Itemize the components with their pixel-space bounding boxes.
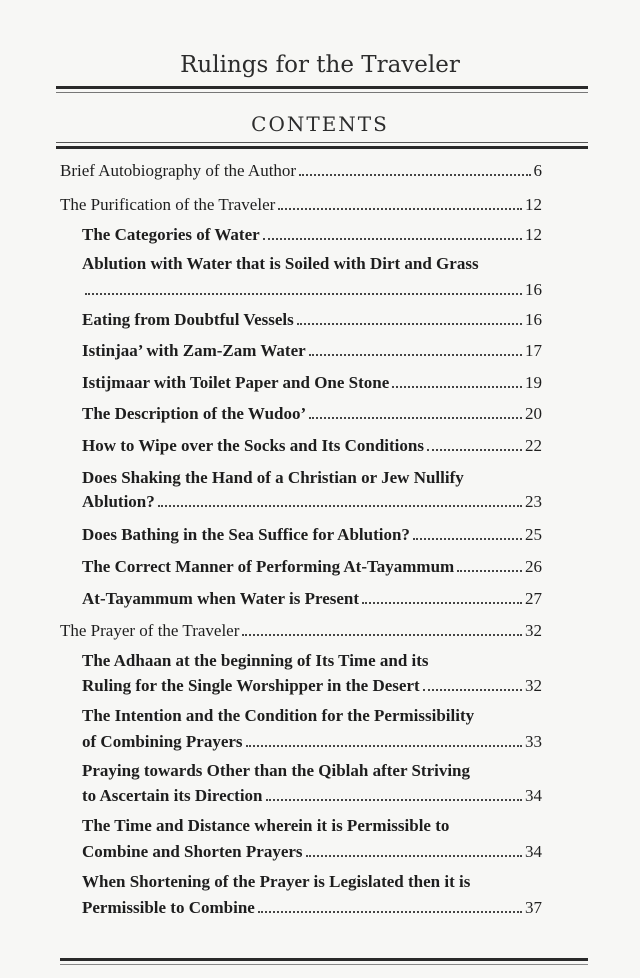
contents-rule-thick [56, 146, 588, 149]
toc-entry[interactable] [82, 492, 542, 512]
toc-page-number: 23 [525, 492, 542, 511]
toc-page-number: 32 [525, 621, 542, 640]
running-head: Rulings for the Traveler [180, 52, 460, 78]
toc-page-number: 26 [525, 557, 542, 576]
toc-entry-title-line: Praying towards Other than the Qiblah after Striving [82, 761, 471, 780]
contents-title: CONTENTS [251, 112, 389, 136]
dot-leader [427, 449, 522, 451]
toc-page-number: 34 [525, 842, 542, 861]
toc-entry-title: The Categories of Water [82, 225, 260, 244]
dot-leader [278, 208, 522, 210]
toc-entry-title-line: The Adhaan at the beginning of Its Time and its [82, 651, 429, 670]
toc-entry-title: The Prayer of the Traveler [60, 621, 240, 640]
toc-entry[interactable] [60, 195, 542, 215]
toc-entry[interactable] [82, 341, 542, 361]
toc-page-number: 12 [525, 195, 542, 214]
toc-page-number: 17 [525, 341, 542, 360]
dot-leader [242, 634, 522, 636]
toc-entry-title: Brief Autobiography of the Author [60, 161, 297, 180]
toc-entry[interactable] [82, 589, 542, 609]
toc-entry-title: Does Bathing in the Sea Suffice for Ablution? [82, 525, 410, 544]
toc-entry[interactable] [82, 436, 542, 456]
toc-page-number: 32 [525, 676, 542, 695]
toc-entry-title: Istinjaa’ with Zam-Zam Water [82, 341, 306, 360]
toc-page-number: 37 [525, 898, 542, 917]
toc-entry[interactable] [60, 161, 542, 181]
toc-entry[interactable] [82, 225, 542, 245]
toc-entry-title-line: When Shortening of the Prayer is Legislated then it is [82, 872, 471, 891]
toc-entry-title: The Correct Manner of Performing At-Tayammum [82, 557, 455, 576]
header-rule-thick [56, 86, 588, 89]
toc-entry[interactable] [82, 732, 542, 752]
toc-page-number: 33 [525, 732, 542, 751]
toc-entry-title: Eating from Doubtful Vessels [82, 310, 294, 329]
toc-page-number: 12 [525, 225, 542, 244]
toc-entry[interactable] [82, 280, 542, 300]
toc-entry-title: At-Tayammum when Water is Present [82, 589, 360, 608]
footer-rule-thin [60, 964, 588, 965]
dot-leader [258, 911, 522, 913]
toc-page-number: 22 [525, 436, 542, 455]
toc-entry[interactable] [60, 621, 542, 641]
toc-entry-title: Ablution? [82, 492, 155, 511]
dot-leader [457, 570, 522, 572]
toc-entry[interactable] [82, 898, 542, 918]
dot-leader [413, 538, 522, 540]
dot-leader [246, 745, 522, 747]
toc-entry[interactable] [82, 525, 542, 545]
dot-leader [423, 689, 522, 691]
dot-leader [309, 417, 522, 419]
toc-entry-title: to Ascertain its Direction [82, 786, 263, 805]
dot-leader [158, 505, 522, 507]
dot-leader [362, 602, 522, 604]
toc-page-number: 16 [525, 310, 542, 329]
toc-entry-title: Ruling for the Single Worshipper in the Desert [82, 676, 420, 695]
dot-leader [263, 238, 522, 240]
toc-entry-title-line: Does Shaking the Hand of a Christian or Jew Nullify [82, 468, 464, 487]
toc-entry[interactable] [82, 373, 542, 393]
dot-leader [392, 386, 522, 388]
header-rule-thin [56, 92, 588, 93]
toc-entry-title: Combine and Shorten Prayers [82, 842, 303, 861]
toc-entry[interactable] [82, 310, 542, 330]
dot-leader [306, 855, 522, 857]
toc-entry-title: The Purification of the Traveler [60, 195, 276, 214]
toc-entry-title: of Combining Prayers [82, 732, 243, 751]
toc-entry-title: Permissible to Combine [82, 898, 255, 917]
toc-page-number: 6 [533, 161, 542, 180]
toc-entry[interactable] [82, 676, 542, 696]
toc-entry-title: Istijmaar with Toilet Paper and One Stone [82, 373, 390, 392]
footer-rule-thick [60, 958, 588, 961]
dot-leader [85, 293, 522, 295]
dot-leader [299, 174, 530, 176]
toc-entry-title-line: Ablution with Water that is Soiled with Dirt and Grass [82, 254, 479, 273]
toc-entry-title: The Description of the Wudoo’ [82, 404, 307, 423]
toc-page-number: 25 [525, 525, 542, 544]
toc-entry-title-line: The Intention and the Condition for the Permissibility [82, 706, 475, 725]
toc-entry[interactable] [82, 404, 542, 424]
toc-entry[interactable] [82, 786, 542, 806]
dot-leader [309, 354, 522, 356]
dot-leader [297, 323, 522, 325]
toc-entry-title: How to Wipe over the Socks and Its Conditions [82, 436, 424, 455]
dot-leader [266, 799, 522, 801]
toc-page-number: 16 [525, 280, 542, 299]
toc-entry[interactable] [82, 842, 542, 862]
contents-rule-thin [56, 142, 588, 143]
toc-page-number: 19 [525, 373, 542, 392]
toc-page-number: 34 [525, 786, 542, 805]
toc-page-number: 20 [525, 404, 542, 423]
toc-page-number: 27 [525, 589, 542, 608]
toc-entry-title-line: The Time and Distance wherein it is Permissible to [82, 816, 450, 835]
toc-entry[interactable] [82, 557, 542, 577]
